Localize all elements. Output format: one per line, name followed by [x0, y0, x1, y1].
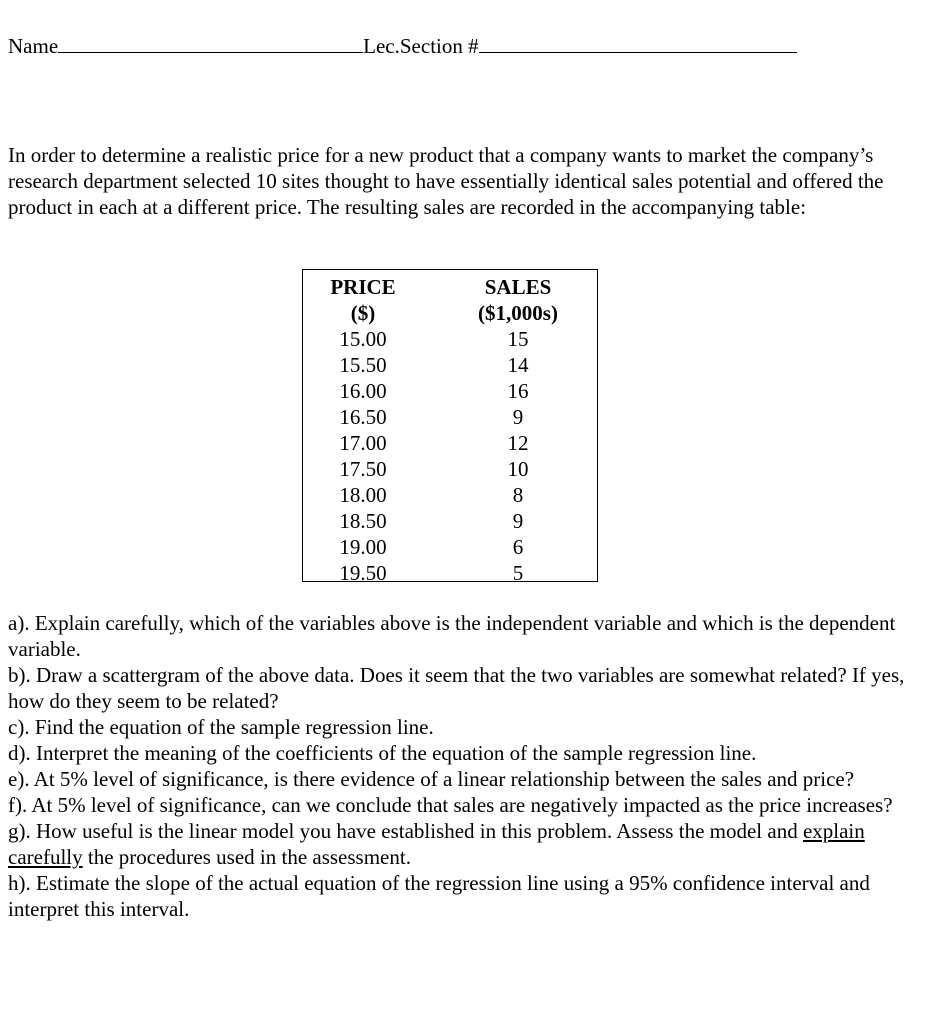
price-cell: 16.50 [339, 405, 387, 429]
question-d: d). Interpret the meaning of the coefficients of the equation of the sample regression line. [8, 741, 757, 765]
sales-cell: 15 [507, 327, 529, 351]
question-b: b). Draw a scattergram of the above data. Does it seem that the two variables are somewhat related? If yes, how do they seem to be related? [8, 663, 905, 713]
sales-cell: 16 [507, 379, 529, 403]
price-cell: 19.50 [339, 561, 387, 585]
sales-unit: ($1,000s) [478, 301, 558, 325]
section-label: Lec.Section # [363, 34, 479, 58]
question-a: a). Explain carefully, which of the variables above is the independent variable and which is the dependent variable. [8, 611, 896, 661]
price-header: PRICE [330, 275, 396, 299]
question-g-underlined: explain carefully [8, 819, 865, 869]
sales-cell: 12 [507, 431, 529, 455]
question-g-end: the procedures used in the assessment. [82, 845, 411, 869]
sales-cell: 6 [512, 535, 524, 559]
sales-cell: 8 [512, 483, 524, 507]
sales-column [458, 274, 578, 586]
price-cell: 15.00 [339, 327, 387, 351]
sales-header: SALES [484, 275, 552, 299]
question-g [8, 818, 908, 870]
header-line [8, 28, 797, 61]
sales-cell: 9 [512, 405, 524, 429]
name-blank[interactable] [58, 28, 363, 53]
question-f: f). At 5% level of significance, can we conclude that sales are negatively impacted as the price increases? [8, 793, 893, 817]
section-blank[interactable] [479, 28, 797, 53]
price-cell: 17.00 [339, 431, 387, 455]
sales-cell: 5 [512, 561, 524, 585]
question-g-start: g). How useful is the linear model you have established in this problem. Assess the model and [8, 819, 803, 843]
price-cell: 17.50 [339, 457, 387, 481]
sales-cell: 9 [512, 509, 524, 533]
price-cell: 19.00 [339, 535, 387, 559]
price-cell: 18.00 [339, 483, 387, 507]
sales-cell: 14 [507, 353, 529, 377]
price-cell: 16.00 [339, 379, 387, 403]
price-column [313, 274, 413, 586]
question-h: h). Estimate the slope of the actual equation of the regression line using a 95% confidence interval and interpret this interval. [8, 871, 870, 921]
price-cell: 15.50 [339, 353, 387, 377]
name-label: Name [8, 34, 59, 58]
sales-cell: 10 [507, 457, 529, 481]
question-e: e). At 5% level of significance, is there evidence of a linear relationship between the sales and price? [8, 767, 855, 791]
question-list [8, 610, 908, 922]
price-sales-table [302, 269, 598, 585]
price-unit: ($) [350, 301, 376, 325]
question-c: c). Find the equation of the sample regression line. [8, 715, 434, 739]
price-cell: 18.50 [339, 509, 387, 533]
intro-paragraph: In order to determine a realistic price for a new product that a company wants to market the company’s research department selected 10 sites thought to have essentially identical sales potential and offered the product in each at a different price. The resulting sales are recorded in the accompanying table: [8, 143, 884, 219]
